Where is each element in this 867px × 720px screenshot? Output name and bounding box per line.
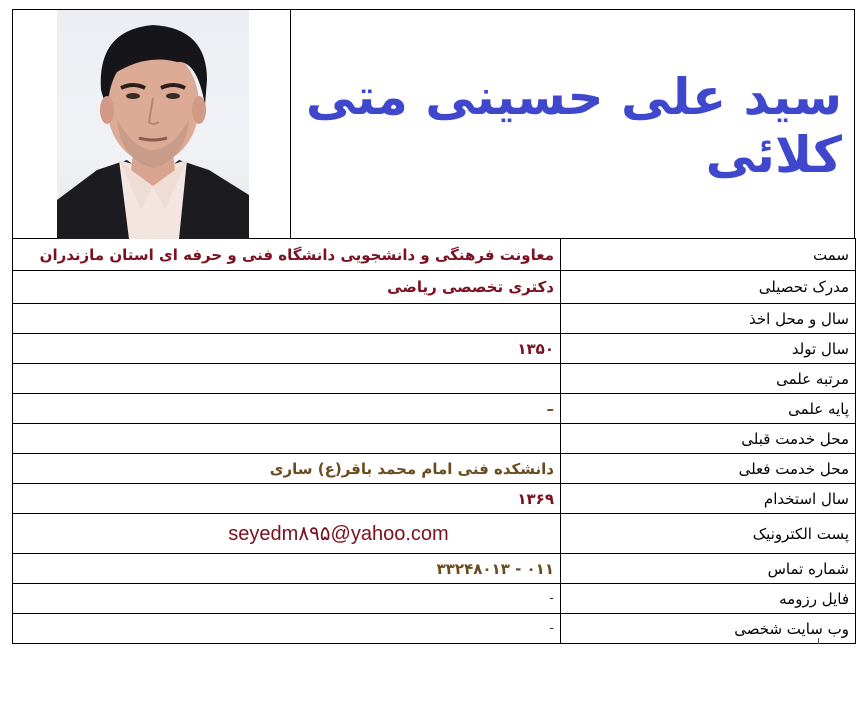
table-row-birth-year (13, 334, 856, 364)
profile-info-table (12, 238, 856, 644)
resume-file-label: فایل رزومه (561, 584, 856, 614)
degree-year-place-label: سال و محل اخذ (561, 304, 856, 334)
hire-year-label: سال استخدام (561, 484, 856, 514)
photo-cell (13, 10, 291, 238)
current-workplace-value: دانشکده فنی امام محمد باقر(ع) ساری (13, 454, 561, 484)
full-name-heading: سید علی حسینی متی کلائی (305, 68, 842, 184)
resume-file-value: - (13, 584, 561, 614)
academic-rank-value (13, 364, 561, 394)
personal-website-label: وب سایت شخصی (561, 614, 856, 644)
degree-year-place-value (13, 304, 561, 334)
table-row-current-workplace (13, 454, 856, 484)
hire-year-value: ۱۳۶۹ (13, 484, 561, 514)
stray-mark (818, 638, 819, 644)
table-row-resume-file (13, 584, 856, 614)
table-row-degree (13, 271, 856, 304)
phone-value: ۰۱۱ - ۳۳۲۴۸۰۱۳ (13, 554, 561, 584)
position-label: سمت (561, 239, 856, 271)
birth-year-value: ۱۳۵۰ (13, 334, 561, 364)
email-link[interactable]: seyedm۸۹۵@yahoo.com (13, 514, 561, 554)
degree-value: دکتری تخصصی ریاضی (13, 271, 561, 304)
academic-grade-label: پایه علمی (561, 394, 856, 424)
personal-website-value: - (13, 614, 561, 644)
birth-year-label: سال تولد (561, 334, 856, 364)
table-row-hire-year (13, 484, 856, 514)
portrait-person-icon (57, 10, 249, 239)
previous-workplace-label: محل خدمت قبلی (561, 424, 856, 454)
table-row-academic-rank (13, 364, 856, 394)
academic-grade-value: – (13, 394, 561, 424)
table-row-email (13, 514, 856, 554)
table-row-academic-grade (13, 394, 856, 424)
table-row-position (13, 239, 856, 271)
profile-sheet (12, 9, 855, 644)
current-workplace-label: محل خدمت فعلی (561, 454, 856, 484)
position-value: معاونت فرهنگی و دانشجویی دانشگاه فنی و حرفه ای استان مازندران (13, 239, 561, 271)
email-label: پست الکترونیک (561, 514, 856, 554)
table-row-phone (13, 554, 856, 584)
profile-header (12, 9, 855, 238)
portrait-photo (57, 10, 249, 239)
table-row-previous-workplace (13, 424, 856, 454)
academic-rank-label: مرتبه علمی (561, 364, 856, 394)
phone-label: شماره تماس (561, 554, 856, 584)
name-cell (291, 10, 854, 238)
table-row-personal-website (13, 614, 856, 644)
previous-workplace-value (13, 424, 561, 454)
table-row-degree-year-place (13, 304, 856, 334)
degree-label: مدرک تحصیلی (561, 271, 856, 304)
